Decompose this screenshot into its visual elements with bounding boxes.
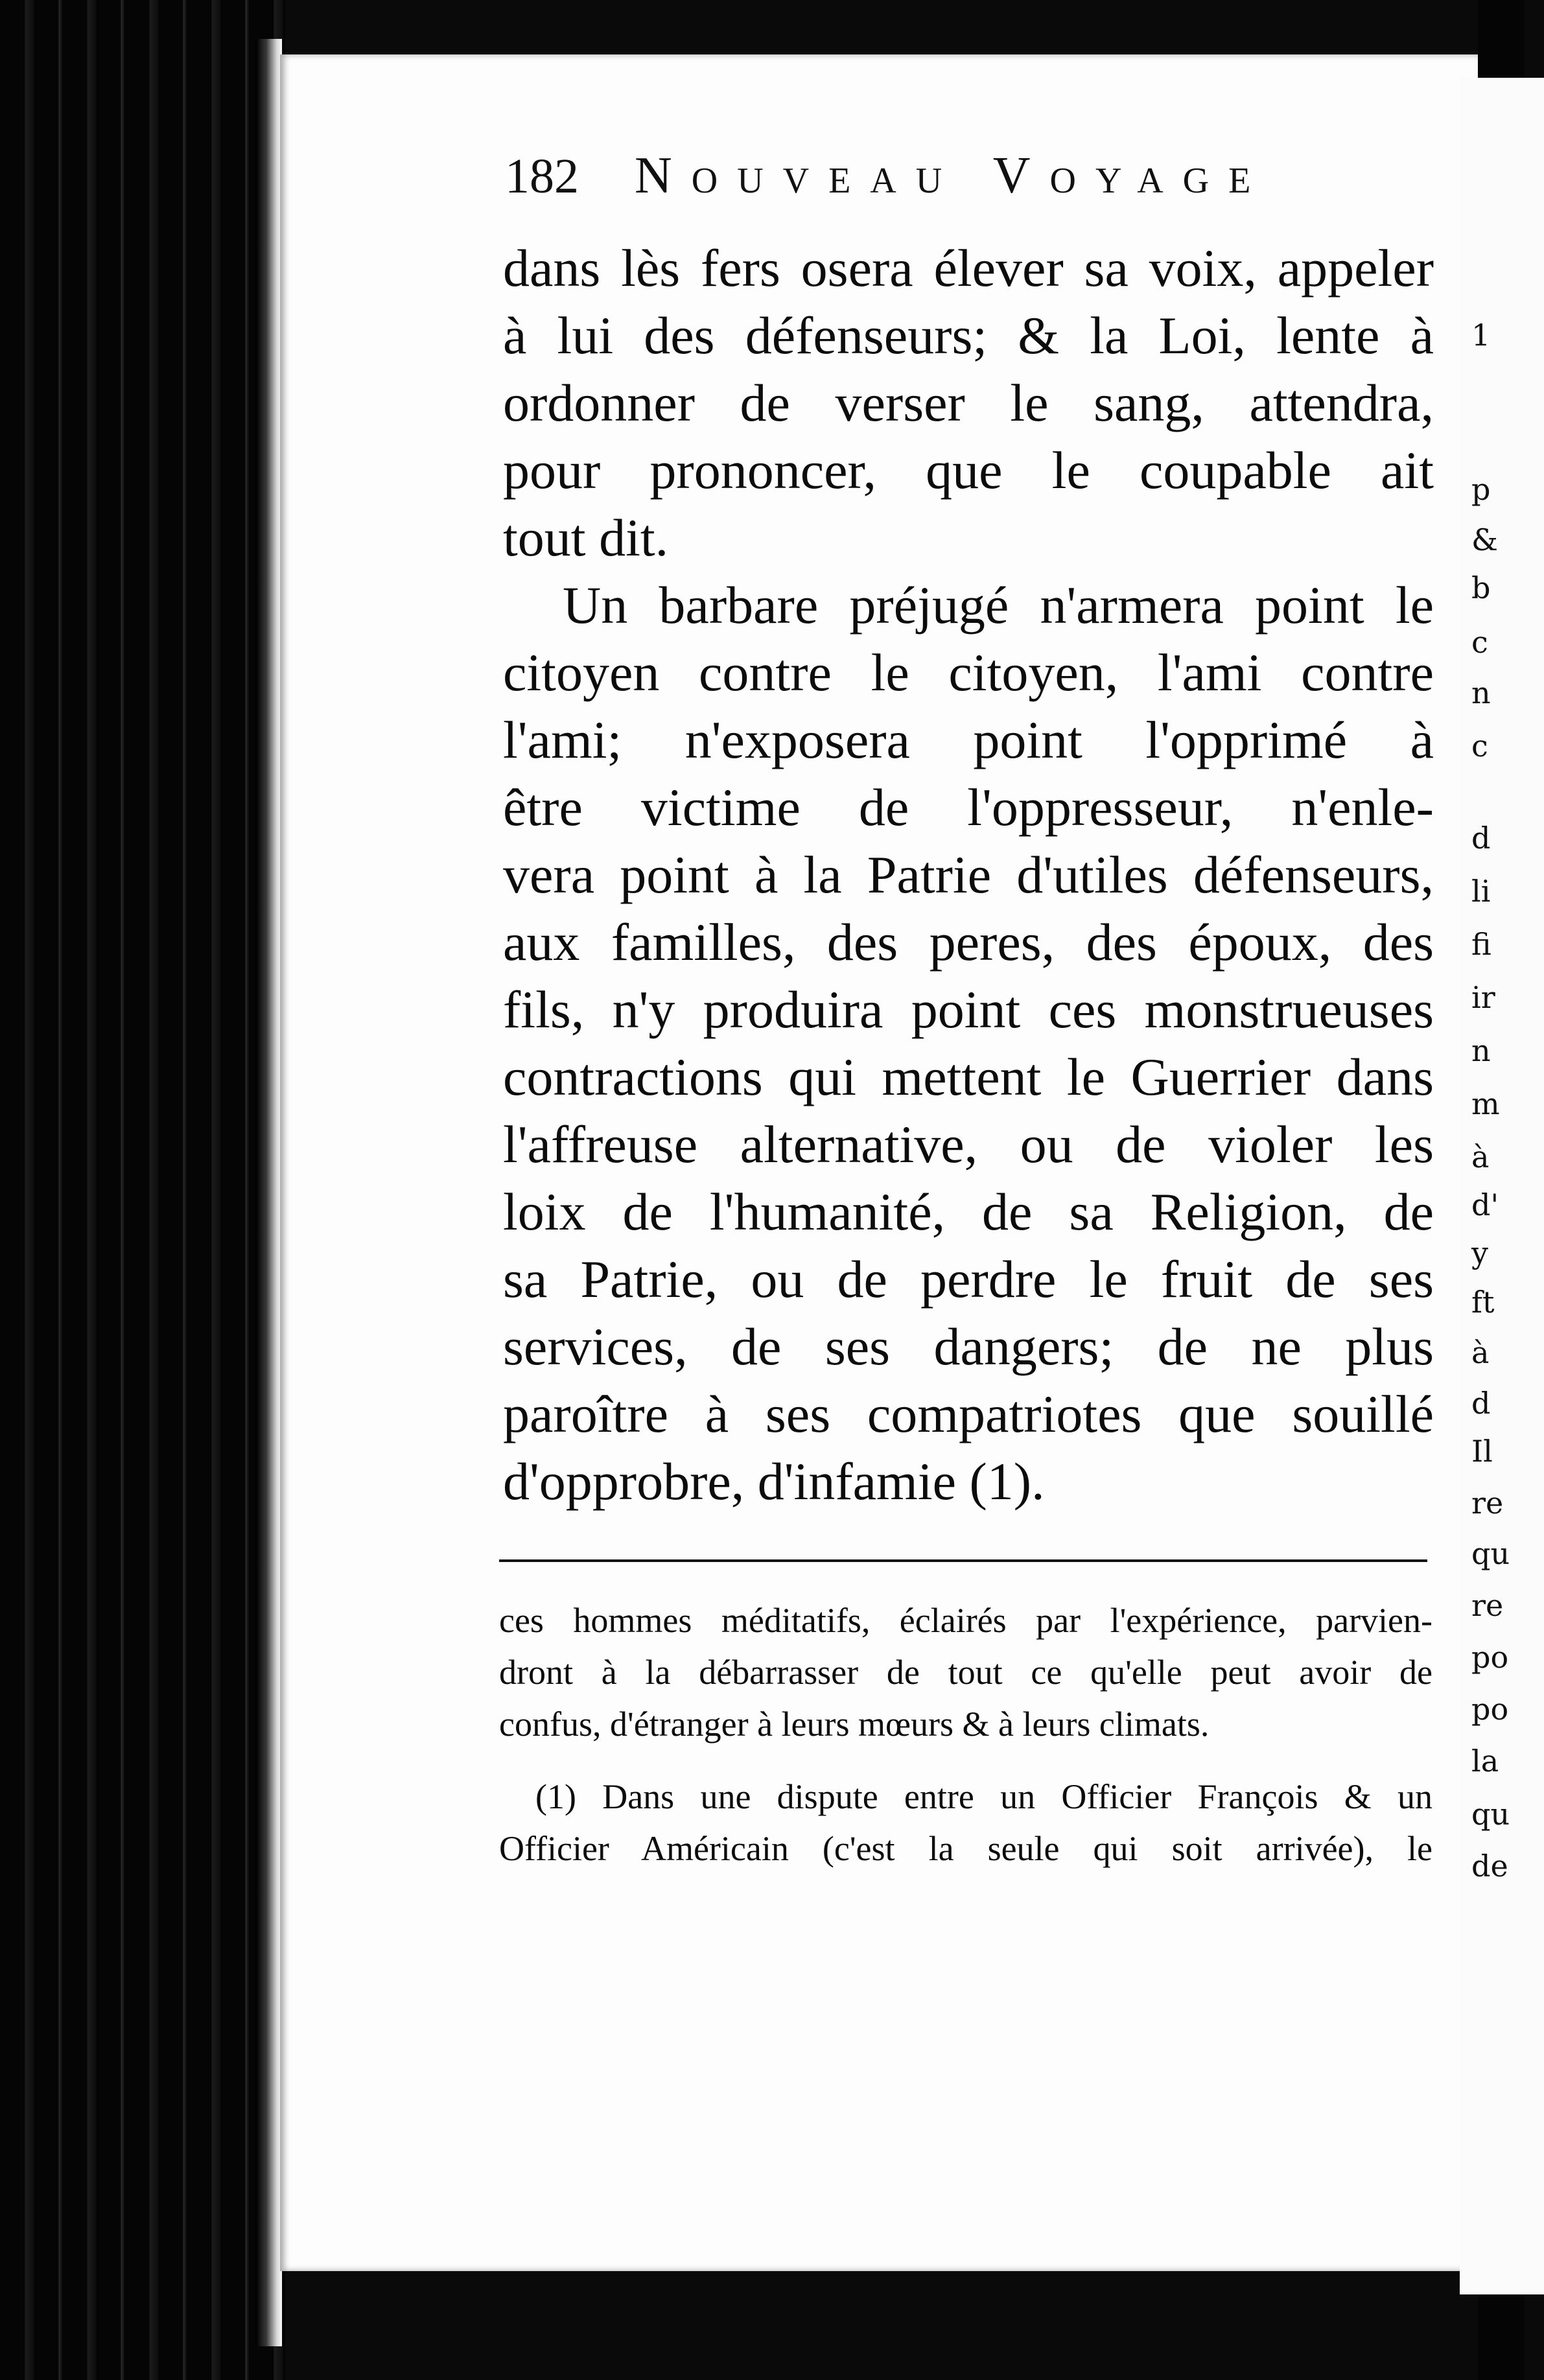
facing-page-text: Il	[1471, 1434, 1493, 1469]
facing-page-text: re	[1471, 1588, 1504, 1623]
facing-page-text: c	[1471, 729, 1488, 764]
text-line: tout dit.	[503, 508, 669, 567]
text-line: sa Patrie, ou de perdre le fruit de ses	[503, 1250, 1434, 1309]
facing-page-text: n	[1471, 1033, 1491, 1068]
footnote-line: confus, d'étranger à leurs mœurs & à leurs climats.	[499, 1705, 1210, 1744]
text-line: services, de ses dangers; de ne plus	[503, 1317, 1434, 1376]
footnote-line: Officier Américain (c'est la seule qui soit arrivée), le	[499, 1829, 1433, 1868]
facing-page-text: à	[1471, 1335, 1490, 1370]
text-line: être victime de l'oppresseur, n'enle-	[503, 778, 1434, 837]
facing-page-text: n	[1471, 675, 1491, 710]
running-title: Nouveau Voyage	[635, 147, 1270, 204]
text-line: d'opprobre, d'infamie (1).	[503, 1452, 1045, 1511]
text-line: pour prononcer, que le coupable ait	[503, 441, 1434, 500]
facing-page-text: d'	[1471, 1187, 1499, 1222]
text-line: l'ami; n'exposera point l'opprimé à	[503, 710, 1434, 769]
facing-page-text: po	[1471, 1692, 1509, 1727]
facing-page-text: 1	[1471, 318, 1491, 353]
facing-page-text: li	[1471, 874, 1491, 909]
text-line: contractions qui mettent le Guerrier dans	[503, 1047, 1434, 1106]
facing-page-text: &	[1471, 522, 1498, 557]
facing-page-text: y	[1471, 1235, 1488, 1270]
facing-page-text: c	[1471, 625, 1488, 660]
text-line: aux familles, des peres, des époux, des	[503, 913, 1434, 972]
facing-page-text: b	[1471, 570, 1491, 605]
facing-page-text: fi	[1471, 927, 1491, 962]
facing-page-text: po	[1471, 1640, 1509, 1675]
facing-page-text: de	[1471, 1849, 1508, 1884]
text-line: dans lès fers osera élever sa voix, appeler	[503, 239, 1434, 298]
footnote-rule	[499, 1559, 1427, 1562]
footnotes	[499, 1594, 1433, 1874]
text-line: citoyen contre le citoyen, l'ami contre	[503, 643, 1434, 702]
facing-page-text: re	[1471, 1486, 1504, 1521]
text-line: à lui des défenseurs; & la Loi, lente à	[503, 306, 1434, 365]
facing-page-text: ir	[1471, 980, 1495, 1015]
facing-page-text: à	[1471, 1139, 1490, 1174]
text-line: l'affreuse alternative, ou de violer les	[503, 1115, 1434, 1174]
page-fold-shadow	[256, 39, 282, 2346]
text-line: ordonner de verser le sang, attendra,	[503, 373, 1434, 432]
text-line: Un barbare préjugé n'armera point le	[563, 576, 1434, 635]
book-binding	[0, 0, 285, 2380]
running-header	[505, 146, 1315, 205]
text-line: vera point à la Patrie d'utiles défenseurs,	[503, 845, 1434, 904]
facing-page-text: ft	[1471, 1285, 1495, 1320]
facing-page-text: qu	[1471, 1536, 1510, 1571]
facing-page-text: d	[1471, 1386, 1491, 1421]
facing-page-fragment	[1460, 78, 1544, 2294]
facing-page-text: p	[1471, 472, 1491, 507]
text-line: fils, n'y produira point ces monstrueuses	[503, 980, 1434, 1039]
footnote-line: ces hommes méditatifs, éclairés par l'expérience, parvien-	[499, 1601, 1433, 1640]
facing-page-text: qu	[1471, 1797, 1510, 1832]
footnote-line: (1) Dans une dispute entre un Officier François & un	[535, 1777, 1433, 1816]
text-line: paroître à ses compatriotes que souillé	[503, 1384, 1434, 1443]
footnote-line: dront à la débarrasser de tout ce qu'elle peut avoir de	[499, 1653, 1433, 1692]
page-number: 182	[505, 149, 579, 204]
facing-page-text: d	[1471, 821, 1491, 856]
text-line: loix de l'humanité, de sa Religion, de	[503, 1182, 1434, 1241]
main-text	[503, 235, 1434, 1515]
facing-page-text: m	[1471, 1086, 1500, 1121]
facing-page-text: la	[1471, 1744, 1499, 1779]
